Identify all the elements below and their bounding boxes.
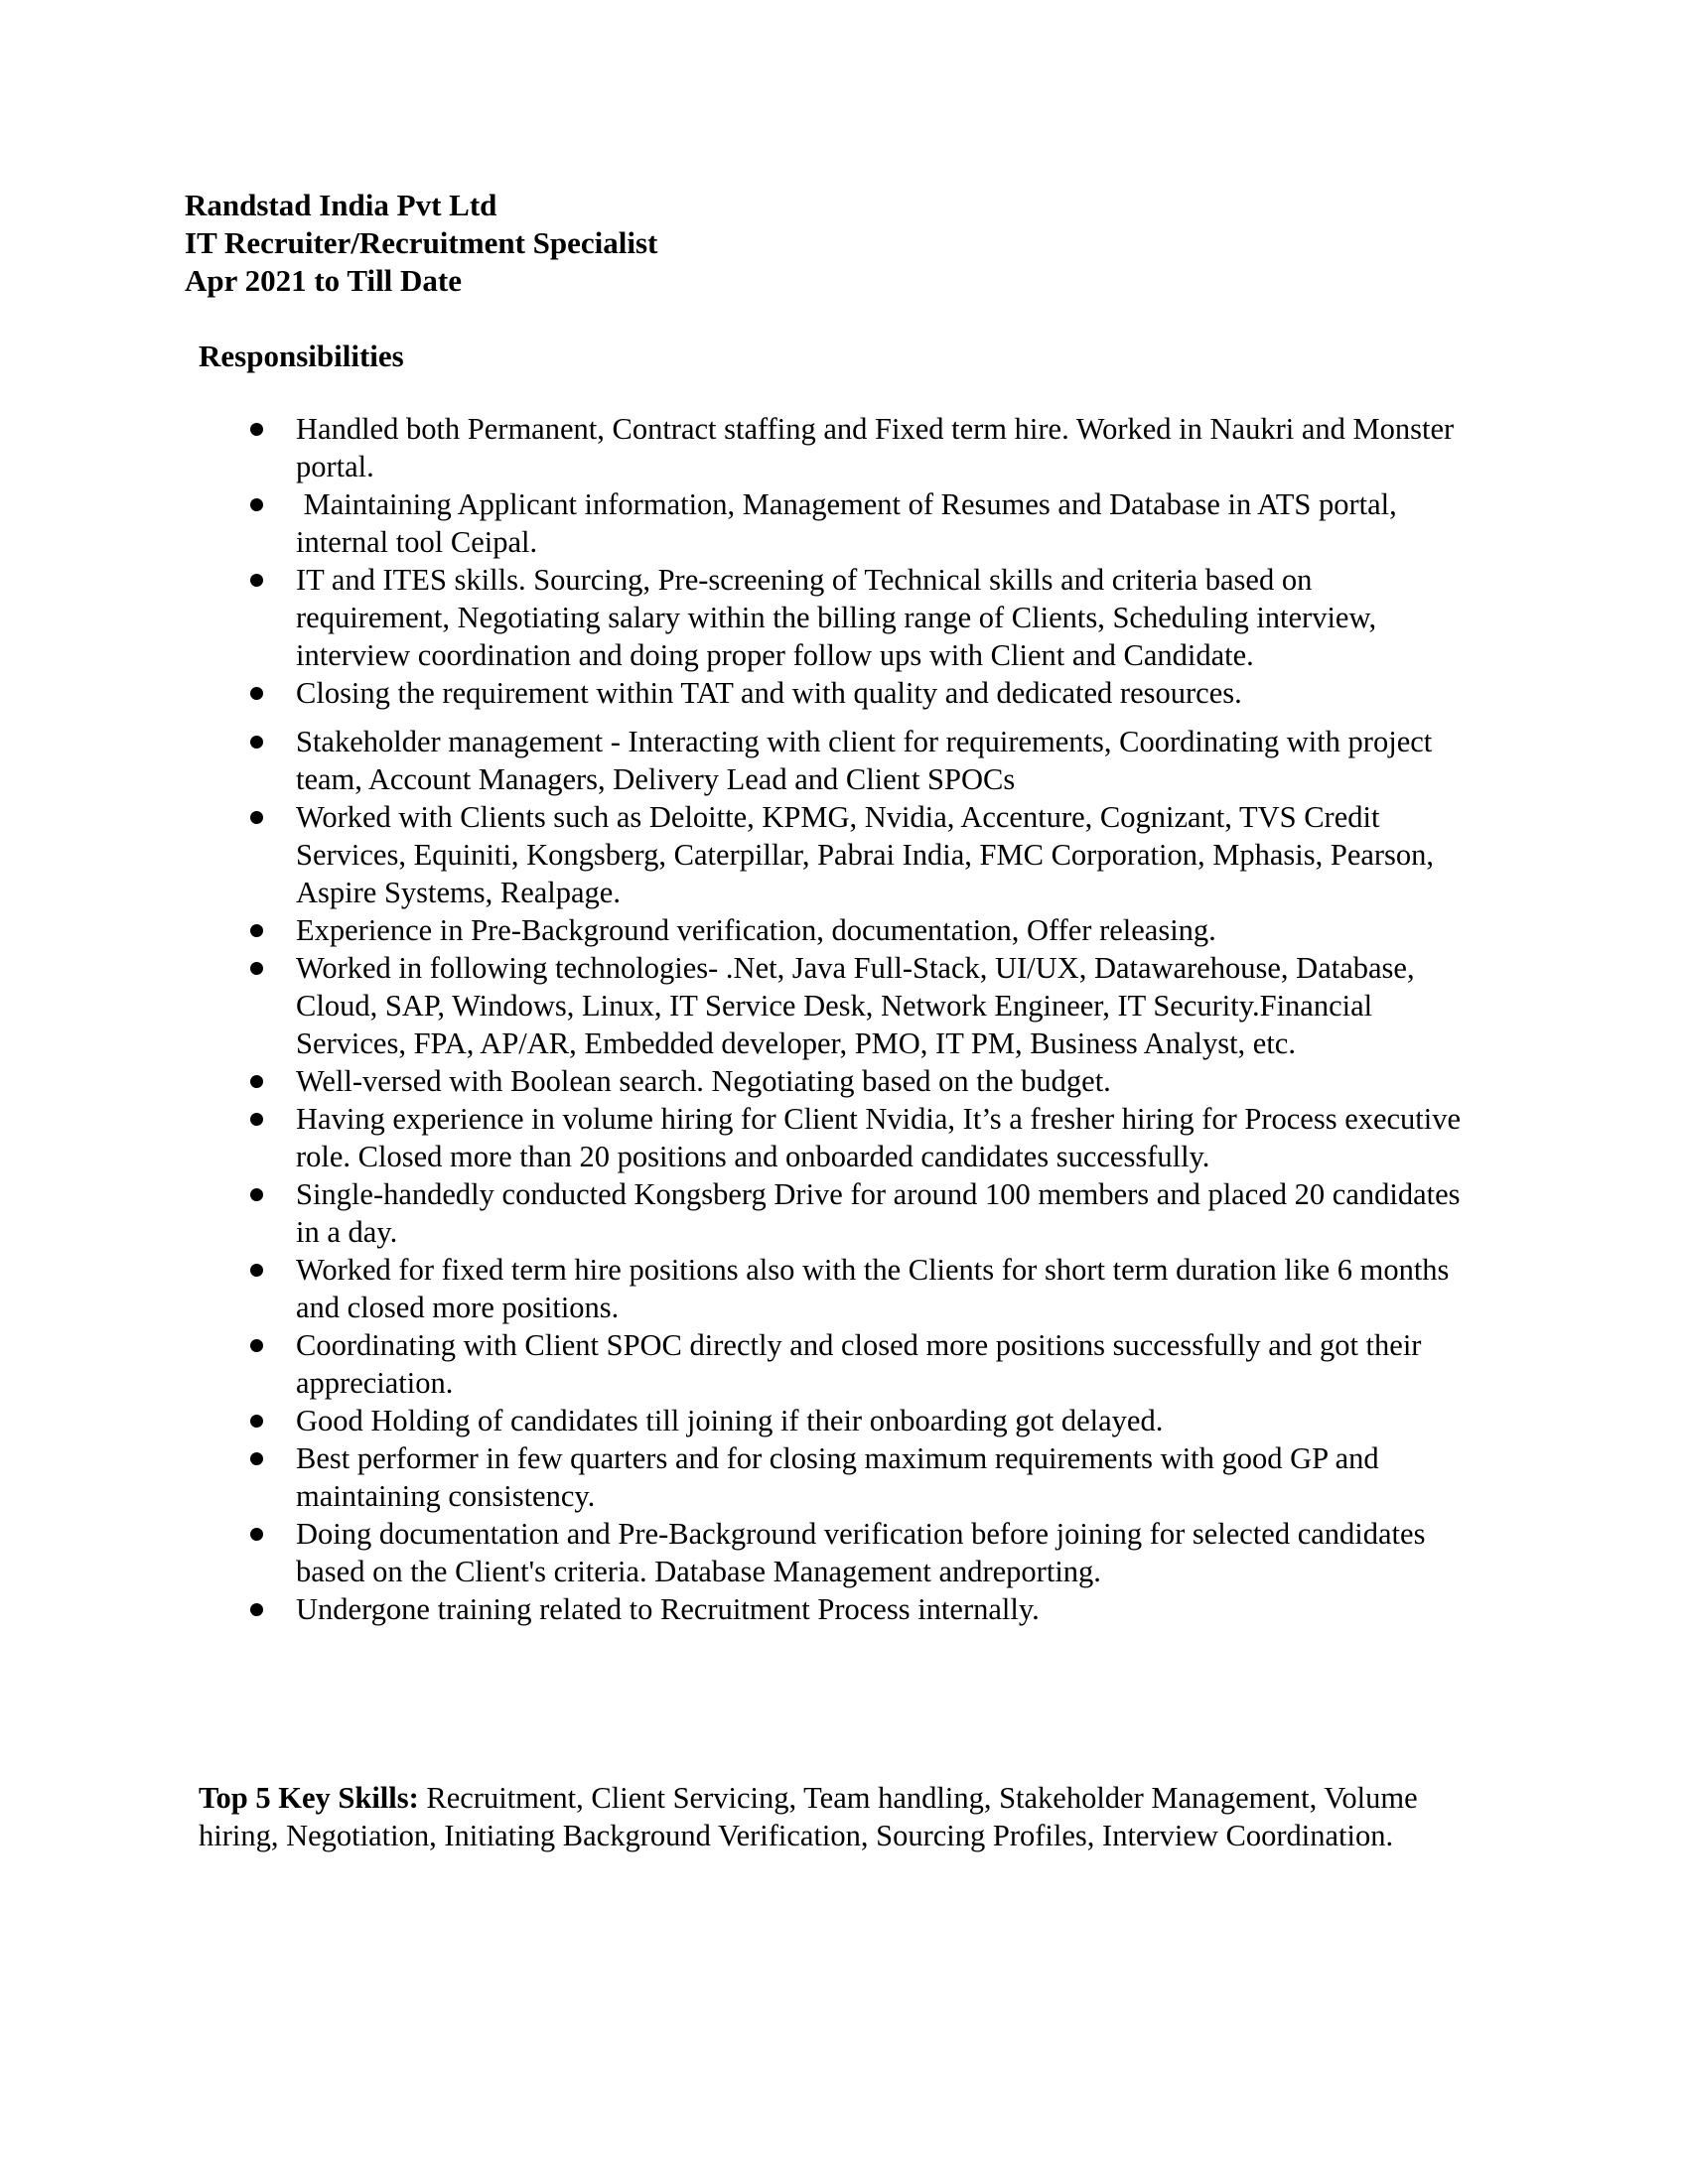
bullet-icon [250,1603,263,1616]
list-item: Experience in Pre-Background verification, documentation, Offer releasing. [0,911,1468,949]
key-skills-text: Recruitment, Client Servicing, Team handling, Stakeholder Management, Volume hiring, Negotiation, Initiating Background Verification, Sourcing Profiles, Interview Coordination. [199,1781,1418,1852]
list-item: Having experience in volume hiring for Client Nvidia, It’s a fresher hiring for Process executive role. Closed more than 20 positions and onboarded candidates successfully. [0,1100,1468,1175]
key-skills [199,1779,1440,1854]
list-item: IT and ITES skills. Sourcing, Pre-screening of Technical skills and criteria based on requirement, Negotiating salary within the billing range of Clients, Scheduling interview, interview coordination and doing proper follow ups with Client and Candidate. [0,561,1468,674]
bullet-icon [250,574,263,587]
company-name: Randstad India Pvt Ltd [185,188,497,222]
bullet-icon [250,1339,263,1352]
job-period: Apr 2021 to Till Date [185,263,463,298]
list-item: Worked with Clients such as Deloitte, KPMG, Nvidia, Accenture, Cognizant, TVS Credit Services, Equiniti, Kongsberg, Caterpillar, Pabrai India, FMC Corporation, Mphasis, Pearson, Aspire Systems, Realpage. [0,798,1468,911]
responsibilities-heading: Responsibilities [199,339,404,373]
bullet-icon [250,1264,263,1277]
list-item: Single-handedly conducted Kongsberg Drive for around 100 members and placed 20 candidates in a day. [0,1175,1468,1251]
bullet-icon [250,1075,263,1088]
bullet-icon [250,687,263,700]
bullet-icon [250,811,263,824]
bullet-icon [250,924,263,937]
bullet-icon [250,736,263,749]
list-item: Doing documentation and Pre-Background verification before joining for selected candidates based on the Client's criteria. Database Management andreporting. [0,1515,1468,1590]
bullet-icon [250,1188,263,1201]
bullet-icon [250,423,263,436]
job-title: IT Recruiter/Recruitment Specialist [185,225,658,260]
list-item: Closing the requirement within TAT and with quality and dedicated resources. [0,674,1468,712]
bullet-icon [250,962,263,975]
list-item: Well-versed with Boolean search. Negotiating based on the budget. [0,1062,1468,1100]
key-skills-label: Top 5 Key Skills: [199,1781,419,1815]
list-item: Good Holding of candidates till joining if their onboarding got delayed. [0,1402,1468,1439]
list-item: Handled both Permanent, Contract staffing and Fixed term hire. Worked in Naukri and Monster portal. [0,410,1468,485]
list-item: Worked in following technologies- .Net, Java Full-Stack, UI/UX, Datawarehouse, Database, Cloud, SAP, Windows, Linux, IT Service Desk, Network Engineer, IT Security.Financial Services, FPA, AP/AR, Embedded developer, PMO, IT PM, Business Analyst, etc. [0,949,1468,1062]
bullet-icon [250,1452,263,1465]
list-item: Maintaining Applicant information, Management of Resumes and Database in ATS portal, internal tool Ceipal. [0,485,1468,561]
responsibilities-list [0,410,1688,1628]
bullet-icon [250,1528,263,1541]
list-item: Coordinating with Client SPOC directly and closed more positions successfully and got their appreciation. [0,1326,1468,1402]
bullet-icon [250,1415,263,1428]
list-item: Undergone training related to Recruitment Process internally. [0,1590,1468,1628]
list-item: Stakeholder management - Interacting with client for requirements, Coordinating with project team, Account Managers, Delivery Lead and Client SPOCs [0,723,1468,798]
list-item: Best performer in few quarters and for closing maximum requirements with good GP and maintaining consistency. [0,1439,1468,1515]
job-header [185,187,657,300]
bullet-icon [250,1113,263,1126]
list-item: Worked for fixed term hire positions also with the Clients for short term duration like 6 months and closed more positions. [0,1251,1468,1326]
bullet-icon [250,498,263,511]
